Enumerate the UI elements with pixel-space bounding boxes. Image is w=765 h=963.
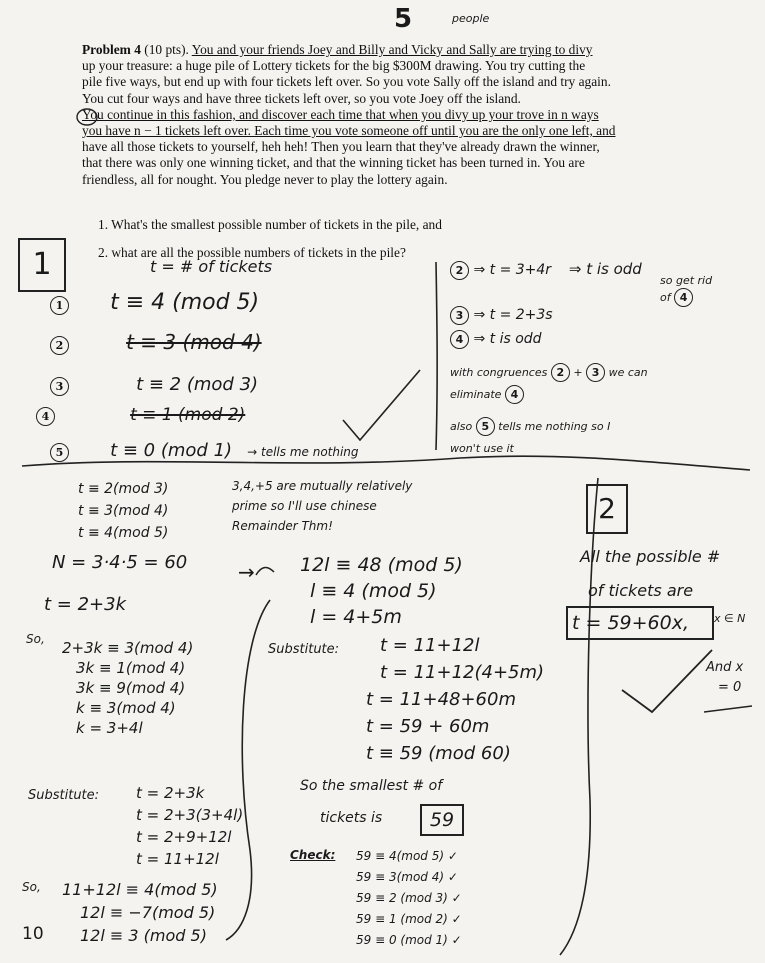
work-line: t = 2+9+12l [136,828,232,846]
work-line: Substitute: [268,642,340,657]
problem-heading: Problem 4 [82,42,141,57]
problem-line: You and your friends Joey and Billy and Vicky and Sally are trying to divy [191,42,593,57]
work-line: t = 2+3k [44,594,126,615]
work-line: So, [26,632,45,646]
work-line: 12l ≡ 3 (mod 5) [80,926,207,945]
work-line: 12l ≡ −7(mod 5) [80,903,216,922]
work-line: 2+3k ≡ 3(mod 4) [62,639,194,657]
arrow-glyph: → [238,560,255,584]
congruence-row [36,405,245,426]
work-line: 3k ≡ 1(mod 4) [76,659,186,677]
problem-line: up your treasure: a huge pile of Lottery tickets for the big $300M drawing. You try cutting the [82,58,586,74]
work-line: t = 11+12l [136,850,219,868]
crt-note: 3,4,+5 are mutually relatively prime so I'll use chinese Remainder Thm! [232,479,413,533]
right-notes: 2 ⇒ t = 3+4r ⇒ t is odd so get rid of 4 3 ⇒ t = 2+3s 4 ⇒ t is odd with congruences 2 + 3 we can eliminate 4 also 5 tells me nothing so I won't use it [450,260,713,455]
problem-line: friendless, all for nought. You pledge never to play the lottery again. [82,171,448,187]
check-line: 59 ≡ 0 (mod 1) ✓ [356,933,462,947]
part-2-formula: t = 59+60x, [566,606,714,640]
margin-number: 10 [22,924,44,944]
work-line: tickets is [320,810,383,826]
question-2: 2. what are all the possible numbers of tickets in the pile? [98,245,406,260]
score-note: people [452,12,490,25]
work-line: t = 2+3(3+4l) [136,806,244,824]
check-line: 59 ≡ 2 (mod 3) ✓ [356,891,462,905]
work-line: t = 11+12(4+5m) [380,662,545,683]
answer-box: 59 [420,804,464,836]
work-line: t = 11+48+60m [366,689,516,710]
problem-line: You cut four ways and have three tickets left over, so you vote Joey off the island. [82,90,521,106]
problem-line: that there was only one winning ticket, and that the winning ticket has been turned in. You are [82,155,585,171]
work-line: t = 2+3k [136,784,205,802]
problem-statement [82,42,692,188]
check-line: 59 ≡ 3(mod 4) ✓ [356,870,458,884]
work-line: t ≡ 3(mod 4) [78,503,169,519]
congruence-equation: t ≡ 2 (mod 3) [136,374,259,395]
congruence-row [50,374,258,396]
work-line: Substitute: [28,788,100,803]
congruence-row [50,330,262,355]
congruence-row [50,440,359,462]
work-line: t ≡ 2(mod 3) [78,481,169,497]
part-2-text: All the possible # of tickets are [580,547,721,600]
part-2-note: And x = 0 [706,660,744,695]
congruence-note: → tells me nothing [247,445,359,459]
problem-para-2 [82,107,692,188]
circled-number: 1 [50,296,69,315]
work-line: N = 3·4·5 = 60 [52,552,188,573]
part-2-label: 2 [586,484,628,534]
check-line: 59 ≡ 4(mod 5) ✓ [356,849,458,863]
work-line: 11+12l ≡ 4(mod 5) [62,880,218,899]
check-line: 59 ≡ 1 (mod 2) ✓ [356,912,462,926]
work-line: k = 3+4l [76,719,143,737]
problem-line: have all those tickets to yourself, heh heh! Then you learn that they've already drawn the winner, [82,139,600,155]
work-left-subst [136,782,243,870]
work-line: l ≡ 4 (mod 5) [310,580,437,602]
work-line: l = 4+5m [310,606,402,628]
check-lines [356,846,462,951]
congruence-equation: t ≡ 1 (mod 2) [130,405,246,425]
work-left-steps [62,638,193,738]
check-label: Check: [290,848,336,862]
work-line: t ≡ 4(mod 5) [78,525,169,541]
work-left-final [62,878,218,947]
congruence-equation: t ≡ 0 (mod 1) [110,440,233,461]
part-1-label: 1 [18,238,66,292]
congruence-equation: t ≡ 4 (mod 5) [110,290,260,315]
circled-number: 4 [36,407,55,426]
problem-points: (10 pts). [144,42,189,57]
question-1: 1. What's the smallest possible number of tickets in the pile, and [98,217,442,232]
work-mid-subst [366,632,544,767]
problem-line: You continue in this fashion, and discover each time that when you divy up your trove in n ways [82,106,599,122]
problem-line: pile five ways, but end up with four tickets left over. So you vote Sally off the island and try again. [82,74,611,90]
work-line: So, [22,880,41,894]
congruence-row [50,290,259,315]
work-line: 3k ≡ 9(mod 4) [76,679,186,697]
work-line: 12l ≡ 48 (mod 5) [300,554,463,576]
part-2-domain: x ∈ N [714,612,746,625]
work-line: t = 59 + 60m [366,716,490,737]
work-line: So the smallest # of [300,778,443,794]
congruence-equation: t ≡ 3 (mod 4) [126,330,262,354]
score: 5 [394,4,413,34]
work-mid-top [300,552,463,630]
work-line: t = 11+12l [380,635,480,656]
circled-number: 2 [50,336,69,355]
circled-number: 3 [50,377,69,396]
work-line: t ≡ 59 (mod 60) [366,743,511,764]
circled-number: 5 [50,443,69,462]
problem-line: you have n − 1 tickets left over. Each time you vote someone off until you are the only one left, and [82,123,616,139]
work-line: k ≡ 3(mod 4) [76,699,176,717]
work-left-system [78,478,168,544]
problem-para-1 [82,42,692,107]
congruences-title: t = # of tickets [150,257,273,276]
